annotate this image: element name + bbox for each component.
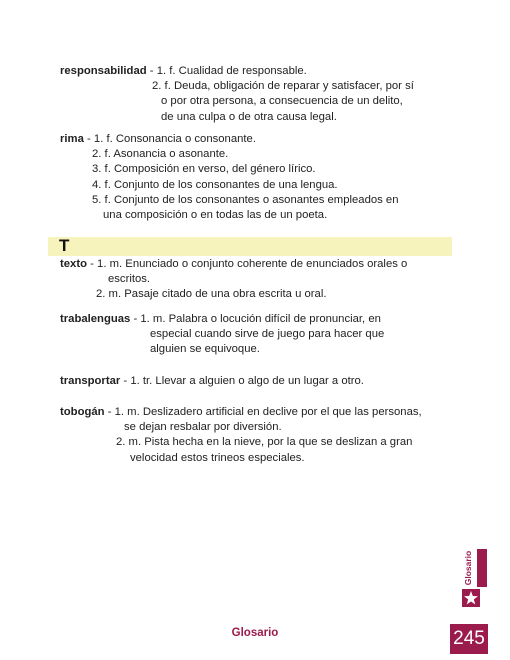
entry-definition-line: 1. m. Enunciado o conjunto coherente de enunciados orales o — [97, 258, 408, 270]
entry-definition-line: 2. f. Asonancia o asonante. — [92, 148, 229, 161]
entry-definition-line: 1. f. Cualidad de responsable. — [156, 65, 307, 77]
entry-definition-line: una composición o en todas las de un poeta. — [103, 209, 328, 222]
entry-first-line — [60, 374, 450, 389]
entry-first-line — [60, 405, 450, 420]
entry-separator: - — [87, 258, 98, 270]
star-icon — [462, 589, 480, 607]
entry-separator: - — [104, 406, 115, 418]
glossary-entry — [60, 405, 450, 466]
section-letter: T — [59, 236, 70, 255]
side-tab-bar — [477, 549, 487, 587]
entry-separator: - — [130, 313, 141, 325]
entry-definition-line: 2. m. Pasaje citado de una obra escrita u oral. — [96, 288, 327, 301]
entry-definition-line: especial cuando sirve de juego para hacer que — [150, 328, 385, 341]
page-number: 245 — [453, 628, 485, 649]
entry-definition-line: 1. tr. Llevar a alguien o algo de un lugar a otro. — [130, 375, 364, 387]
entry-term: responsabilidad — [60, 65, 147, 77]
entry-definition-line: 2. m. Pista hecha en la nieve, por la que se deslizan a gran — [116, 436, 413, 449]
entry-definition-line: 3. f. Composición en verso, del género lírico. — [92, 163, 316, 176]
entry-definition-line: 5. f. Conjunto de los consonantes o asonantes empleados en — [92, 193, 399, 206]
entry-term: rima — [60, 133, 84, 145]
entry-separator: - — [120, 375, 131, 387]
entry-first-line — [60, 64, 450, 79]
entry-definition-line: o por otra persona, a consecuencia de un delito, — [161, 95, 403, 108]
entry-definition-line: 1. f. Consonancia o consonante. — [93, 133, 256, 145]
glossary-entry — [60, 132, 450, 223]
entry-term: texto — [60, 258, 87, 270]
side-tab-text: Glosario — [463, 550, 474, 586]
entry-term: tobogán — [60, 406, 105, 418]
entry-separator: - — [146, 65, 157, 77]
entry-term: transportar — [60, 375, 121, 387]
entry-first-line — [60, 132, 450, 147]
entry-definition-line: de una culpa o de otra causa legal. — [161, 110, 337, 123]
footer-title: Glosario — [231, 627, 279, 639]
glossary-entry — [60, 374, 450, 389]
entry-definition-line: 4. f. Conjunto de los consonantes de una lengua. — [92, 178, 338, 191]
entry-definition-line: 2. f. Deuda, obligación de reparar y satisfacer, por sí — [152, 80, 414, 93]
entry-first-line — [60, 312, 450, 327]
entry-definition-line: 1. m. Palabra o locución difícil de pronunciar, en — [140, 313, 381, 325]
entry-term: trabalenguas — [60, 313, 131, 325]
entry-definition-line: 1. m. Deslizadero artificial en declive por el que las personas, — [114, 406, 422, 418]
glossary-entry — [60, 312, 450, 358]
side-tab-label — [462, 548, 475, 588]
entry-definition-line: se dejan resbalar por diversión. — [124, 421, 282, 434]
entry-definition-line: alguien se equivoque. — [150, 343, 260, 356]
entry-definition-line: escritos. — [108, 273, 151, 286]
glossary-entry — [60, 257, 450, 303]
entry-definition-line: velocidad estos trineos especiales. — [130, 451, 305, 464]
section-letter-band — [48, 237, 452, 256]
entry-separator: - — [83, 133, 94, 145]
glossary-entry — [60, 64, 450, 125]
entry-first-line — [60, 257, 450, 272]
